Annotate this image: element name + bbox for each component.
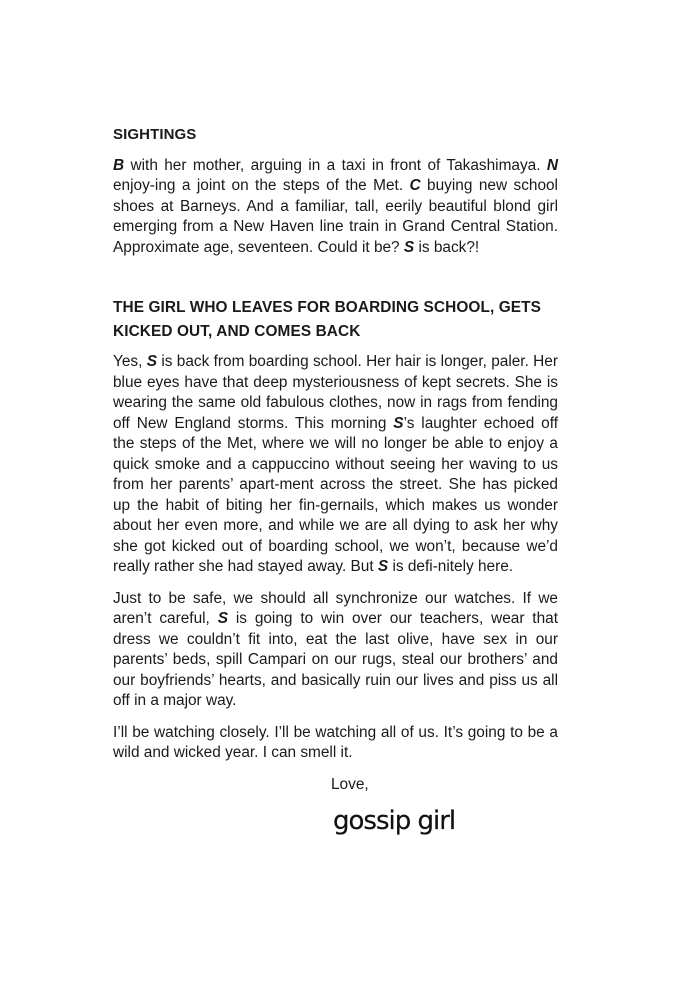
body-paragraph-2: Just to be safe, we should all synchronize our watches. If we aren’t careful, S is going to win over our teachers, wear that dress we couldn’t fit into, eat the last olive, have sex in our parents’ beds, spill Campari on our rugs, steal our brothers’ and our boyfriends’ hearts, and basically ruin our lives and piss us all off in a major way. — [113, 589, 558, 709]
body-paragraph-1: Yes, S is back from boarding school. Her hair is longer, paler. Her blue eyes have that deep mysteriousness of kept secrets. She is wearing the same old fabulous clothes, now in rags from fending off New England storms. This morning S’s laughter echoed off the steps of the Met, where we will no longer be able to enjoy a quick smoke and a cappuccino without seeing her waving to us from her parents’ apart-ment across the street. She has picked up the habit of biting her fin-gernails, which makes us wonder about her even more, and while we are all dying to ask her why she got kicked out of boarding school, we won’t, because we’d really rather she had stayed away. But S is defi-nitely here. — [113, 353, 559, 575]
sightings-paragraph: B with her mother, arguing in a taxi in front of Takashimaya. N enjoy-ing a joint on the steps of the Met. C buying new school shoes at Barneys. And a familiar, tall, eerily beautiful blond girl emerging from a New Haven line train in Grand Central Station. Approximate age, seventeen. Could it be? S is back?! — [113, 156, 559, 256]
section-heading: THE GIRL WHO LEAVES FOR BOARDING SCHOOL, GETS KICKED OUT, AND COMES BACK — [113, 299, 542, 340]
initial-name: C — [409, 177, 421, 194]
closing-love: Love, — [331, 775, 369, 793]
initial-name: S — [403, 238, 415, 256]
main-section — [113, 296, 558, 856]
page-content — [113, 125, 558, 856]
signature-text: gossip girl — [333, 806, 456, 836]
initial-name: S — [146, 353, 157, 370]
initial-name: S — [377, 558, 389, 575]
place-name: Grand Central Station — [402, 218, 554, 235]
place-name: Barneys — [179, 197, 237, 215]
sightings-heading: SIGHTINGS — [113, 126, 197, 143]
initial-name: N — [546, 156, 558, 174]
initial-name: B — [113, 156, 125, 174]
signature-svg — [331, 805, 461, 849]
place-name: Takashimaya — [446, 156, 537, 174]
body-paragraph-3: I’ll be watching closely. I’ll be watching all of us. It’s going to be a wild and wicked year. I can smell it. — [113, 723, 558, 761]
gossip-girl-signature-logo — [113, 805, 558, 856]
place-name: Met — [373, 177, 399, 194]
initial-name: S — [217, 610, 228, 627]
initial-name: S — [393, 414, 404, 432]
